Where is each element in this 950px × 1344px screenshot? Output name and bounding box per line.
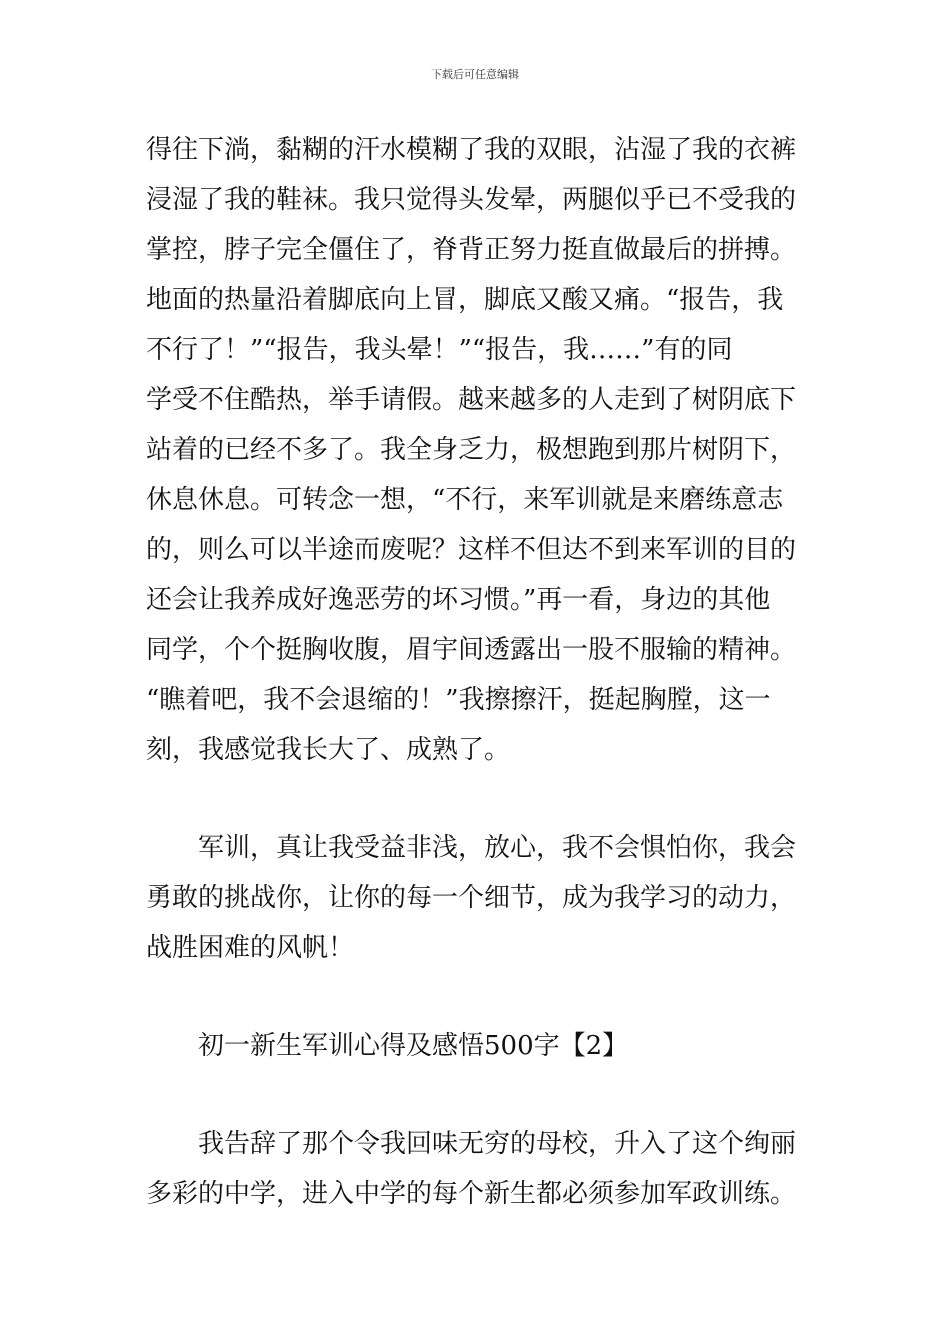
paragraph-1-line: 同学，个个挺胸收腹，眉宇间透露出一股不服输的精神。 [146,635,797,665]
paragraph-1-line: 得往下淌，黏糊的汗水模糊了我的双眼，沾湿了我的衣裤 [146,135,797,165]
paragraph-1-line: 休息休息。可转念一想，“不行，来军训就是来磨练意志 [146,485,784,515]
section-heading: 初一新生军训心得及感悟500字【2】 [198,1031,629,1061]
paragraph-1-line: “瞧着吧，我不会退缩的！”我擦擦汗，挺起胸膛，这一 [146,685,771,715]
paragraph-2-line: 战胜困难的风帆！ [146,933,355,963]
page-header: 下载后可任意编辑 [431,68,519,81]
paragraph-3-line: 多彩的中学，进入中学的每个新生都必须参加军政训练。 [146,1179,797,1209]
paragraph-1-line: 不行了！”“报告，我头晕！”“报告，我……”有的同 [146,335,733,365]
paragraph-1-line: 刻，我感觉我长大了、成熟了。 [146,735,511,765]
paragraph-1-line: 学受不住酷热，举手请假。越来越多的人走到了树阴底下 [146,385,797,415]
paragraph-1-line: 的，则么可以半途而废呢？这样不但达不到来军训的目的 [146,535,797,565]
paragraph-2-line: 勇敢的挑战你，让你的每一个细节，成为我学习的动力， [146,883,797,913]
paragraph-1-line: 还会让我养成好逸恶劳的坏习惯。”再一看，身边的其他 [146,585,771,615]
paragraph-1-line: 地面的热量沿着脚底向上冒，脚底又酸又痛。“报告，我 [146,285,784,315]
paragraph-1-line: 掌控，脖子完全僵住了，脊背正努力挺直做最后的拼搏。 [146,235,797,265]
paragraph-1-line: 浸湿了我的鞋袜。我只觉得头发晕，两腿似乎已不受我的 [146,185,797,215]
paragraph-2-line: 军训，真让我受益非浅，放心，我不会惧怕你，我会 [198,833,797,863]
paragraph-3-line: 我告辞了那个令我回味无穷的母校，升入了这个绚丽 [198,1129,797,1159]
paragraph-1-line: 站着的已经不多了。我全身乏力，极想跑到那片树阴下， [146,435,797,465]
